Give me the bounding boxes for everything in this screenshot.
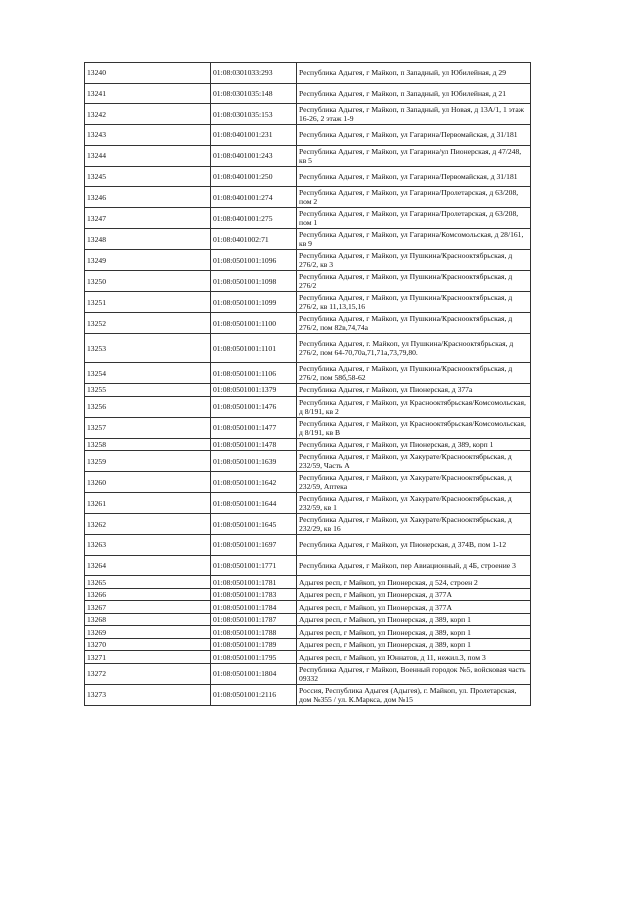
table-row (85, 334, 531, 363)
cadastral-number-cell: 01:08:0401001:250 (211, 166, 297, 187)
address-cell: Республика Адыгея, г Майкоп, ул Хакурате/Краснооктябрьская, д 232/59, кв 1 (297, 493, 531, 514)
table-row (85, 601, 531, 614)
table-row (85, 651, 531, 664)
registry-table (84, 62, 531, 706)
cadastral-number-cell: 01:08:0401002:71 (211, 229, 297, 250)
table-row (85, 104, 531, 125)
table-row (85, 145, 531, 166)
row-number-cell: 13254 (85, 363, 211, 384)
address-cell: Республика Адыгея, г Майкоп, ул Пионерская, д 374В, пом 1-12 (297, 535, 531, 556)
row-number-cell: 13262 (85, 514, 211, 535)
table-row (85, 208, 531, 229)
cadastral-number-cell: 01:08:0501001:1697 (211, 535, 297, 556)
cadastral-number-cell: 01:08:0401001:274 (211, 187, 297, 208)
address-cell: Республика Адыгея, г Майкоп, ул Пионерская, д 377а (297, 384, 531, 397)
address-cell: Республика Адыгея, г Майкоп, ул Гагарина/Первомайская, д 31/181 (297, 166, 531, 187)
address-cell: Республика Адыгея, г Майкоп, ул Пушкина/Краснооктябрьская, д 276/2 (297, 271, 531, 292)
address-cell: Адыгея респ, г Майкоп, ул Пионерская, д 389, корп 1 (297, 626, 531, 639)
row-number-cell: 13246 (85, 187, 211, 208)
address-cell: Республика Адыгея, г Майкоп, ул Краснооктябрьская/Комсомольская, д 8/191, кв 2 (297, 396, 531, 417)
table-row (85, 514, 531, 535)
address-cell: Республика Адыгея, г Майкоп, ул Пионерская, д 389, корп 1 (297, 438, 531, 451)
address-cell: Адыгея респ, г Майкоп, ул Пионерская, д 389, корп 1 (297, 613, 531, 626)
row-number-cell: 13240 (85, 63, 211, 84)
row-number-cell: 13244 (85, 145, 211, 166)
row-number-cell: 13267 (85, 601, 211, 614)
table-row (85, 313, 531, 334)
cadastral-number-cell: 01:08:0501001:1783 (211, 588, 297, 601)
row-number-cell: 13247 (85, 208, 211, 229)
registry-table-body (85, 63, 531, 706)
row-number-cell: 13248 (85, 229, 211, 250)
table-row (85, 588, 531, 601)
address-cell: Россия, Республика Адыгея (Адыгея), г. Майкоп, ул. Пролетарская, дом №355 / ул. К.Маркса, дом №15 (297, 684, 531, 705)
address-cell: Республика Адыгея, г Майкоп, ул Хакурате/Краснооктябрьская, д 232/59, Часть А (297, 451, 531, 472)
table-row (85, 555, 531, 576)
table-row (85, 83, 531, 104)
row-number-cell: 13264 (85, 555, 211, 576)
address-cell: Республика Адыгея, г Майкоп, ул Гагарина/Пролетарская, д 63/208, пом 1 (297, 208, 531, 229)
cadastral-number-cell: 01:08:0501001:1781 (211, 576, 297, 589)
cadastral-number-cell: 01:08:0301035:153 (211, 104, 297, 125)
row-number-cell: 13261 (85, 493, 211, 514)
cadastral-number-cell: 01:08:0501001:1099 (211, 292, 297, 313)
row-number-cell: 13270 (85, 638, 211, 651)
address-cell: Республика Адыгея, г Майкоп, п Западный, ул Юбилейная, д 29 (297, 63, 531, 84)
cadastral-number-cell: 01:08:0501001:1476 (211, 396, 297, 417)
table-row (85, 166, 531, 187)
table-row (85, 229, 531, 250)
table-row (85, 684, 531, 705)
row-number-cell: 13269 (85, 626, 211, 639)
cadastral-number-cell: 01:08:0501001:1644 (211, 493, 297, 514)
cadastral-number-cell: 01:08:0501001:1771 (211, 555, 297, 576)
row-number-cell: 13257 (85, 417, 211, 438)
cadastral-number-cell: 01:08:0401001:275 (211, 208, 297, 229)
address-cell: Республика Адыгея, г Майкоп, ул Хакурате/Краснооктябрьская, д 232/29, кв 16 (297, 514, 531, 535)
address-cell: Республика Адыгея, г Майкоп, ул Краснооктябрьская/Комсомольская, д 8/191, кв В (297, 417, 531, 438)
cadastral-number-cell: 01:08:0501001:1098 (211, 271, 297, 292)
table-row (85, 638, 531, 651)
cadastral-number-cell: 01:08:0501001:1639 (211, 451, 297, 472)
address-cell: Республика Адыгея, г Майкоп, п Западный, ул Новая, д 13А/1, 1 этаж 16-26, 2 этаж 1-9 (297, 104, 531, 125)
table-row (85, 187, 531, 208)
address-cell: Республика Адыгея, г Майкоп, ул Хакурате/Краснооктябрьская, д 232/59, Аптека (297, 472, 531, 493)
address-cell: Республика Адыгея, г Майкоп, ул Пушкина/Краснооктябрьская, д 276/2, пом 82в,74,74а (297, 313, 531, 334)
row-number-cell: 13255 (85, 384, 211, 397)
table-row (85, 663, 531, 684)
cadastral-number-cell: 01:08:0501001:1477 (211, 417, 297, 438)
cadastral-number-cell: 01:08:0301035:148 (211, 83, 297, 104)
address-cell: Республика Адыгея, г Майкоп, ул Гагарина/ул Пионерская, д 47/248, кв 5 (297, 145, 531, 166)
table-row (85, 613, 531, 626)
cadastral-number-cell: 01:08:0501001:1789 (211, 638, 297, 651)
row-number-cell: 13250 (85, 271, 211, 292)
cadastral-number-cell: 01:08:0501001:1788 (211, 626, 297, 639)
cadastral-number-cell: 01:08:0501001:1645 (211, 514, 297, 535)
address-cell: Республика Адыгея, г. Майкоп, ул Пушкина/Краснооктябрьская, д 276/2, пом 64-70,70а,71,71а,73,79,80. (297, 334, 531, 363)
table-row (85, 451, 531, 472)
cadastral-number-cell: 01:08:0401001:243 (211, 145, 297, 166)
cadastral-number-cell: 01:08:0501001:1478 (211, 438, 297, 451)
table-row (85, 250, 531, 271)
table-row (85, 396, 531, 417)
cadastral-number-cell: 01:08:0501001:1784 (211, 601, 297, 614)
cadastral-number-cell: 01:08:0501001:1642 (211, 472, 297, 493)
cadastral-number-cell: 01:08:0501001:1804 (211, 663, 297, 684)
address-cell: Адыгея респ, г Майкоп, ул Пионерская, д 524, строен 2 (297, 576, 531, 589)
address-cell: Республика Адыгея, г Майкоп, ул Гагарина/Первомайская, д 31/181 (297, 125, 531, 146)
table-row (85, 626, 531, 639)
table-row (85, 363, 531, 384)
row-number-cell: 13265 (85, 576, 211, 589)
table-row (85, 493, 531, 514)
cadastral-number-cell: 01:08:0501001:1379 (211, 384, 297, 397)
address-cell: Адыгея респ, г Майкоп, ул Юннатов, д 11, нежил.3, пом 3 (297, 651, 531, 664)
row-number-cell: 13251 (85, 292, 211, 313)
address-cell: Адыгея респ, г Майкоп, ул Пионерская, д 377А (297, 588, 531, 601)
table-row (85, 292, 531, 313)
row-number-cell: 13256 (85, 396, 211, 417)
address-cell: Республика Адыгея, г Майкоп, ул Пушкина/Краснооктябрьская, д 276/2, пом 58б,58-62 (297, 363, 531, 384)
row-number-cell: 13245 (85, 166, 211, 187)
row-number-cell: 13272 (85, 663, 211, 684)
address-cell: Адыгея респ, г Майкоп, ул Пионерская, д 377А (297, 601, 531, 614)
row-number-cell: 13253 (85, 334, 211, 363)
row-number-cell: 13243 (85, 125, 211, 146)
table-row (85, 438, 531, 451)
cadastral-number-cell: 01:08:0501001:1096 (211, 250, 297, 271)
row-number-cell: 13260 (85, 472, 211, 493)
address-cell: Республика Адыгея, г Майкоп, ул Пушкина/Краснооктябрьская, д 276/2, кв 11,13,15,16 (297, 292, 531, 313)
table-row (85, 125, 531, 146)
row-number-cell: 13252 (85, 313, 211, 334)
cadastral-number-cell: 01:08:0501001:1100 (211, 313, 297, 334)
address-cell: Республика Адыгея, г Майкоп, ул Пушкина/Краснооктябрьская, д 276/2, кв 3 (297, 250, 531, 271)
address-cell: Республика Адыгея, г Майкоп, пер Авиационный, д 4Б, строение 3 (297, 555, 531, 576)
cadastral-number-cell: 01:08:0501001:1101 (211, 334, 297, 363)
row-number-cell: 13249 (85, 250, 211, 271)
table-row (85, 535, 531, 556)
address-cell: Республика Адыгея, г Майкоп, Военный городок №5, войсковая часть 09332 (297, 663, 531, 684)
address-cell: Республика Адыгея, г Майкоп, п Западный, ул Юбилейная, д 21 (297, 83, 531, 104)
row-number-cell: 13273 (85, 684, 211, 705)
row-number-cell: 13242 (85, 104, 211, 125)
table-row (85, 417, 531, 438)
row-number-cell: 13259 (85, 451, 211, 472)
row-number-cell: 13268 (85, 613, 211, 626)
row-number-cell: 13263 (85, 535, 211, 556)
cadastral-number-cell: 01:08:0501001:1106 (211, 363, 297, 384)
table-row (85, 384, 531, 397)
cadastral-number-cell: 01:08:0301033:293 (211, 63, 297, 84)
cadastral-number-cell: 01:08:0501001:1795 (211, 651, 297, 664)
address-cell: Республика Адыгея, г Майкоп, ул Гагарина/Комсомольская, д 28/161, кв 9 (297, 229, 531, 250)
cadastral-number-cell: 01:08:0401001:231 (211, 125, 297, 146)
row-number-cell: 13266 (85, 588, 211, 601)
cadastral-number-cell: 01:08:0501001:2116 (211, 684, 297, 705)
table-row (85, 63, 531, 84)
address-cell: Республика Адыгея, г Майкоп, ул Гагарина/Пролетарская, д 63/208, пом 2 (297, 187, 531, 208)
table-row (85, 576, 531, 589)
table-row (85, 472, 531, 493)
row-number-cell: 13258 (85, 438, 211, 451)
row-number-cell: 13241 (85, 83, 211, 104)
address-cell: Адыгея респ, г Майкоп, ул Пионерская, д 389, корп 1 (297, 638, 531, 651)
table-row (85, 271, 531, 292)
row-number-cell: 13271 (85, 651, 211, 664)
cadastral-number-cell: 01:08:0501001:1787 (211, 613, 297, 626)
